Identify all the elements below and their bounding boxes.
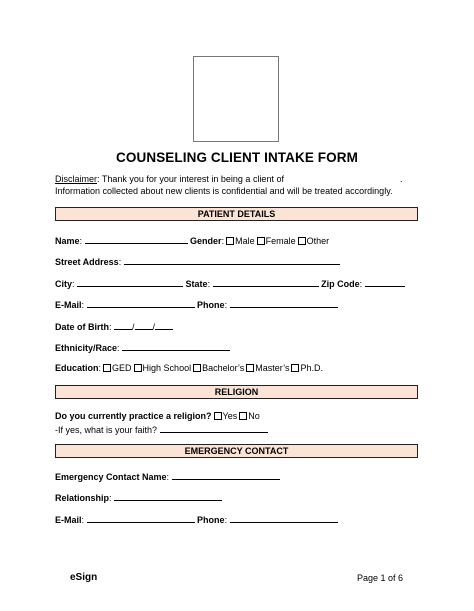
education-ged-checkbox[interactable] (103, 364, 111, 372)
disclaimer-line1-end: . (400, 174, 403, 184)
city-state-zip-row: City: State: Zip Code: (55, 277, 405, 290)
date-of-birth-row: Date of Birth: / / (55, 320, 173, 333)
emergency-phone-label: Phone (197, 515, 225, 525)
disclaimer-line-2: Information collected about new clients is confidential and will be treated accordingly. (55, 186, 393, 196)
city-label: City (55, 279, 73, 289)
education-high-school-checkbox[interactable] (134, 364, 142, 372)
relationship-row: Relationship: (55, 491, 222, 504)
disclaimer (55, 173, 403, 197)
education-row: Education: GED High School Bachelor’s Master’s Ph.D. (55, 363, 323, 373)
emergency-email-phone-row: E-Mail: Phone: (55, 513, 338, 526)
emergency-email-label: E-Mail (55, 515, 82, 525)
zip-code-field[interactable] (365, 277, 405, 287)
ethnicity-row: Ethnicity/Race: (55, 341, 230, 354)
street-address-field[interactable] (124, 255, 340, 265)
religion-option-yes: Yes (222, 411, 238, 421)
gender-label: Gender (190, 236, 222, 246)
section-header-patient-details: PATIENT DETAILS (55, 207, 418, 221)
email-phone-row: E-Mail: Phone: (55, 298, 338, 311)
gender-other-checkbox[interactable] (298, 237, 306, 245)
gender-option-other: Other (306, 236, 330, 246)
education-option-high-school: High School (142, 363, 192, 373)
dob-year-field[interactable] (155, 320, 173, 330)
name-field[interactable] (85, 234, 188, 244)
name-label: Name (55, 236, 80, 246)
emergency-phone-field[interactable] (230, 513, 338, 523)
religion-yes-checkbox[interactable] (214, 412, 222, 420)
state-label: State (185, 279, 208, 289)
education-option-bachelors: Bachelor’s (202, 363, 245, 373)
disclaimer-label: Disclaimer (55, 174, 98, 184)
street-address-row: Street Address: (55, 255, 340, 268)
email-label: E-Mail (55, 300, 82, 310)
disclaimer-line1-text: : Thank you for your interest in being a client of (97, 174, 284, 184)
education-bachelors-checkbox[interactable] (193, 364, 201, 372)
education-masters-checkbox[interactable] (246, 364, 254, 372)
emergency-contact-name-label: Emergency Contact Name (55, 472, 167, 482)
ethnicity-label: Ethnicity/Race (55, 343, 118, 353)
name-gender-row: Name: Gender: Male Female Other (55, 236, 330, 246)
ethnicity-field[interactable] (122, 341, 230, 351)
dob-day-field[interactable] (135, 320, 153, 330)
gender-option-female: Female (265, 236, 296, 246)
emergency-contact-name-row: Emergency Contact Name: (55, 470, 280, 483)
street-address-label: Street Address (55, 257, 119, 267)
email-field[interactable] (87, 298, 195, 308)
education-label: Education (55, 363, 99, 373)
emergency-contact-name-field[interactable] (172, 470, 280, 480)
state-field[interactable] (213, 277, 319, 287)
religion-question-row (55, 411, 260, 422)
gender-male-checkbox[interactable] (226, 237, 234, 245)
disclaimer-line-1 (55, 173, 403, 185)
gender-female-checkbox[interactable] (257, 237, 265, 245)
phone-field[interactable] (230, 298, 338, 308)
relationship-label: Relationship (55, 493, 110, 503)
religion-faith-row (55, 423, 268, 436)
religion-question: Do you currently practice a religion? (55, 411, 212, 421)
gender-option-male: Male (235, 236, 255, 246)
education-option-ged: GED (112, 363, 132, 373)
religion-no-checkbox[interactable] (239, 412, 247, 420)
dob-month-field[interactable] (114, 320, 132, 330)
logo-placeholder (193, 56, 279, 142)
relationship-field[interactable] (114, 491, 222, 501)
section-header-emergency-contact: EMERGENCY CONTACT (55, 444, 418, 458)
emergency-email-field[interactable] (87, 513, 195, 523)
city-field[interactable] (77, 277, 183, 287)
religion-faith-field[interactable] (160, 423, 268, 433)
education-option-masters: Master’s (255, 363, 290, 373)
education-phd-checkbox[interactable] (291, 364, 299, 372)
form-title: COUNSELING CLIENT INTAKE FORM (116, 150, 358, 165)
page-number: Page 1 of 6 (357, 573, 404, 583)
zip-code-label: Zip Code (321, 279, 360, 289)
religion-option-no: No (248, 411, 260, 421)
date-of-birth-label: Date of Birth (55, 322, 109, 332)
section-header-religion: RELIGION (55, 385, 418, 399)
phone-label: Phone (197, 300, 225, 310)
esign-brand: eSign (70, 572, 98, 583)
education-option-phd: Ph.D. (300, 363, 323, 373)
religion-faith-label: -If yes, what is your faith? (55, 425, 158, 435)
